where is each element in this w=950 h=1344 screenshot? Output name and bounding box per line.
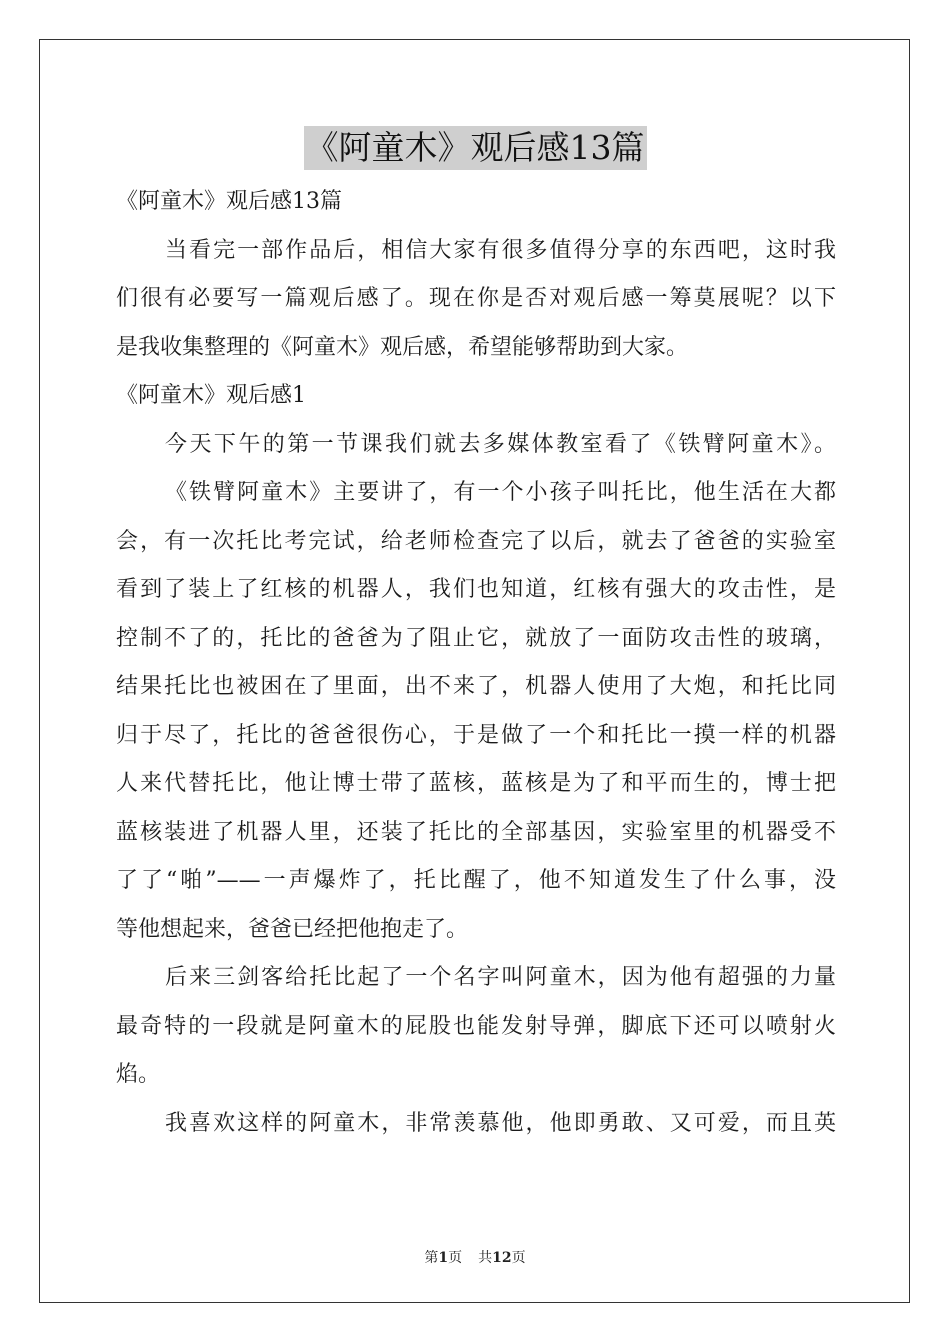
footer-total-suffix: 页: [511, 1250, 526, 1266]
page-title: 《阿童木》观后感13篇: [304, 126, 647, 170]
text-line: 是我收集整理的《阿童木》观后感，希望能够帮助到大家。: [116, 334, 689, 360]
text-line: 当看完一部作品后，相信大家有很多值得分享的东西吧，这时我: [165, 237, 836, 263]
document-body: [116, 178, 836, 1148]
text-line: 蓝核装进了机器人里，还装了托比的全部基因，实验室里的机器受不: [116, 819, 836, 845]
text-line: 了了“啪”——一声爆炸了，托比醒了，他不知道发生了什么事，没: [116, 868, 836, 893]
text-line: 后来三剑客给托比起了一个名字叫阿童木，因为他有超强的力量: [165, 965, 836, 990]
footer-page-suffix: 页: [448, 1250, 463, 1266]
text-line: 们很有必要写一篇观后感了。现在你是否对观后感一筹莫展呢？以下: [116, 286, 836, 311]
footer-total-prefix: 共: [478, 1250, 493, 1266]
text-line: 最奇特的一段就是阿童木的屁股也能发射导弹，脚底下还可以喷射火: [116, 1013, 836, 1039]
text-line: 我喜欢这样的阿童木，非常羡慕他，他即勇敢、又可爱，而且英: [165, 1110, 836, 1136]
text-line: 看到了装上了红核的机器人，我们也知道，红核有强大的攻击性，是: [116, 577, 836, 602]
text-line: 《铁臂阿童木》主要讲了，有一个小孩子叫托比，他生活在大都: [165, 480, 836, 505]
text-line: 归于尽了，托比的爸爸很伤心，于是做了一个和托比一摸一样的机器: [116, 722, 836, 748]
page-footer: [0, 1247, 950, 1267]
text-line: 焰。: [116, 1062, 161, 1087]
footer-page-number: 1: [438, 1250, 449, 1266]
text-line: 结果托比也被困在了里面，出不来了，机器人使用了大炮，和托比同: [116, 674, 836, 699]
text-line: 会，有一次托比考完试，给老师检查完了以后，就去了爸爸的实验室: [116, 528, 836, 554]
text-line: 今天下午的第一节课我们就去多媒体教室看了《铁臂阿童木》。: [165, 431, 836, 457]
text-line: 《阿童木》观后感13篇: [116, 189, 342, 214]
title-block: [0, 126, 950, 170]
text-line: 人来代替托比，他让博士带了蓝核，蓝核是为了和平而生的，博士把: [116, 771, 836, 796]
text-line: 《阿童木》观后感1: [116, 383, 306, 408]
text-line: 控制不了的，托比的爸爸为了阻止它，就放了一面防攻击性的玻璃，: [116, 625, 836, 651]
text-line: 等他想起来，爸爸已经把他抱走了。: [116, 916, 469, 942]
footer-page-prefix: 第: [424, 1250, 439, 1266]
footer-total-pages: 12: [492, 1250, 512, 1266]
